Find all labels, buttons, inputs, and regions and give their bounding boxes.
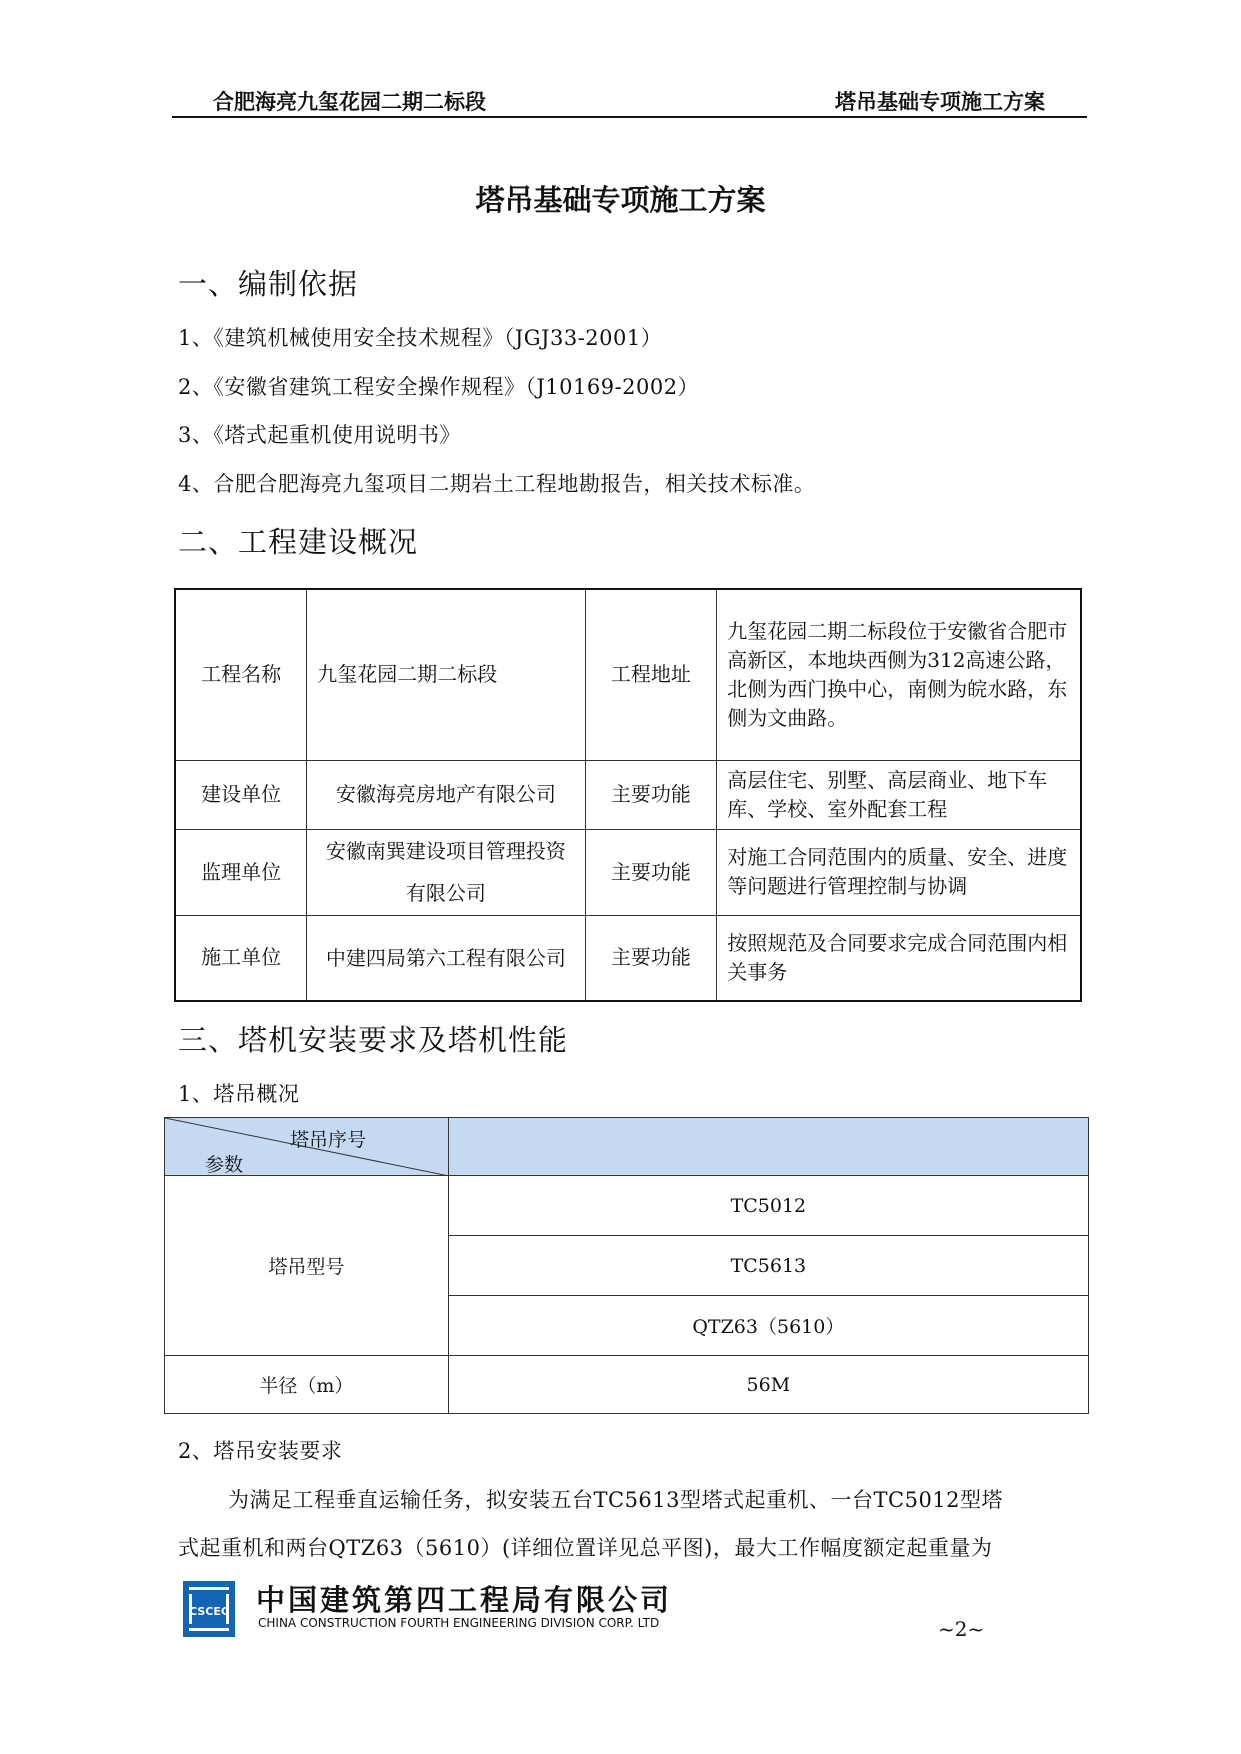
page-number: ~2~: [938, 1617, 985, 1641]
cscec-logo-icon: [183, 1581, 235, 1637]
model-label: 塔吊型号: [165, 1176, 449, 1356]
header-document-title: 塔吊基础专项施工方案: [835, 90, 1045, 114]
section-3-heading: 三、塔机安装要求及塔机性能: [178, 1023, 569, 1057]
install-paragraph-line-1: 为满足工程垂直运输任务，拟安装五台TC5613型塔式起重机、一台TC5012型塔: [228, 1488, 1004, 1512]
section-2-heading: 二、工程建设概况: [178, 525, 419, 559]
footer-company-name: 中国建筑第四工程局有限公司: [256, 1583, 673, 1617]
basis-item-2: 2、《安徽省建筑工程安全操作规程》（J10169-2002）: [178, 375, 700, 399]
basis-item-4: 4、合肥合肥海亮九玺项目二期岩土工程地勘报告，相关技术标准。: [178, 472, 816, 496]
header-rule: [172, 116, 1087, 118]
document-title: 塔吊基础专项施工方案: [475, 183, 766, 217]
function-value: 按照规范及合同要求完成合同范围内相关事务: [717, 915, 1081, 1001]
footer-company-english: CHINA CONSTRUCTION FOURTH ENGINEERING DIVISION CORP. LTD: [258, 1616, 660, 1630]
header-project-name: 合肥海亮九玺花园二期二标段: [213, 90, 486, 114]
model-value: TC5012: [448, 1176, 1088, 1236]
table-row: [165, 1118, 1089, 1176]
project-address-label: 工程地址: [585, 589, 717, 760]
svg-text:CSCEC: CSCEC: [189, 1605, 229, 1618]
table-row: [165, 1356, 1089, 1414]
header-empty-cell: [448, 1118, 1088, 1176]
install-requirements-subheading: 2、塔吊安装要求: [178, 1439, 343, 1463]
section-1-heading: 一、编制依据: [178, 267, 359, 301]
project-address-value: 九玺花园二期二标段位于安徽省合肥市高新区，本地块西侧为312高速公路，北侧为西门换中心，南侧为皖水路，东侧为文曲路。: [717, 589, 1081, 760]
table-row: [175, 829, 1081, 915]
diagonal-header-cell: [165, 1118, 449, 1176]
table-row: [175, 589, 1081, 760]
supervisor-label: 监理单位: [175, 829, 307, 915]
project-name-label: 工程名称: [175, 589, 307, 760]
project-overview-table: [174, 588, 1082, 1002]
company-logo: [183, 1581, 235, 1637]
basis-item-1: 1、《建筑机械使用安全技术规程》（JGJ33-2001）: [178, 326, 663, 350]
diag-bottom-label: 参数: [205, 1154, 244, 1176]
contractor-value: 中建四局第六工程有限公司: [307, 915, 585, 1001]
model-value: TC5613: [448, 1236, 1088, 1296]
function-label: 主要功能: [585, 760, 717, 829]
crane-overview-subheading: 1、塔吊概况: [178, 1082, 300, 1106]
install-paragraph-line-2: 式起重机和两台QTZ63（5610）(详细位置详见总平图)，最大工作幅度额定起重量为: [178, 1536, 993, 1560]
tower-crane-table: [164, 1117, 1089, 1414]
owner-label: 建设单位: [175, 760, 307, 829]
owner-value: 安徽海亮房地产有限公司: [307, 760, 585, 829]
supervisor-value: 安徽南巽建设项目管理投资有限公司: [307, 829, 585, 915]
contractor-label: 施工单位: [175, 915, 307, 1001]
function-label: 主要功能: [585, 915, 717, 1001]
project-name-value: 九玺花园二期二标段: [307, 589, 585, 760]
table-row: [175, 760, 1081, 829]
function-value: 对施工合同范围内的质量、安全、进度等问题进行管理控制与协调: [717, 829, 1081, 915]
radius-label: 半径（m）: [165, 1356, 449, 1414]
diag-top-label: 塔吊序号: [290, 1129, 367, 1151]
function-value: 高层住宅、别墅、高层商业、地下车库、学校、室外配套工程: [717, 760, 1081, 829]
model-value: QTZ63（5610）: [448, 1296, 1088, 1356]
basis-item-3: 3、《塔式起重机使用说明书》: [178, 423, 461, 447]
table-row: [165, 1176, 1089, 1236]
radius-value: 56M: [448, 1356, 1088, 1414]
function-label: 主要功能: [585, 829, 717, 915]
table-row: [175, 915, 1081, 1001]
